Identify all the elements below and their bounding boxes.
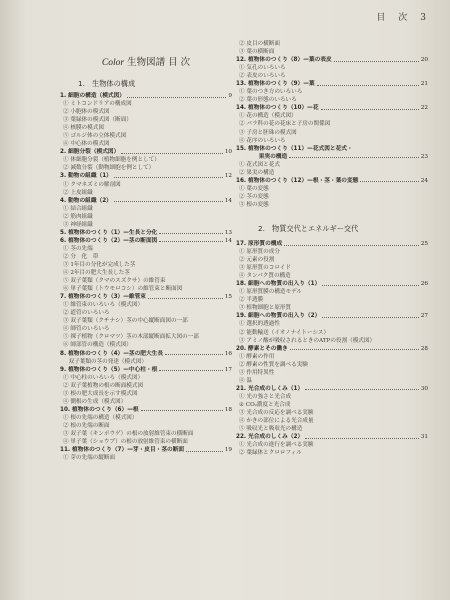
dot-leader [165,350,223,356]
dot-leader [159,237,222,243]
toc-sub-entry: ① 葉の変態 [239,185,269,192]
toc-sub-entry: ④ タンパク質の構造 [239,273,291,280]
toc-chapter-entry [60,366,232,374]
toc-sub-entry: ④ 師管のいろいろ [63,326,110,333]
toc-sub-entry: ③ 植物細胞と原形質 [239,305,292,312]
toc-sub-entry: ② 上皮組織 [63,189,93,196]
toc-sub-entry: ④ かきの部位による光合成量 [239,418,314,425]
toc-sub-entry: ② 表皮のいろいろ [239,73,286,80]
page-number: 13 [224,229,232,236]
dot-leader [317,80,419,86]
dot-leader [127,92,226,98]
toc-sub-entry: ⑥ 師部管の構造（模式図） [63,342,132,349]
chapter-title: 4. 動物の組織（2） [60,197,112,204]
chapter-title: 9. 植物体のつくり（5）—中心柱・根 [60,366,158,373]
dot-leader [121,148,222,154]
chapter-title: 3. 動物の組織（1） [60,173,112,180]
toc-right-entries-a [236,40,428,209]
toc-chapter-entry [60,406,232,414]
part-2-heading: 2. 物質交代とエネルギー交代 [258,223,359,233]
toc-sub-entry: ① 光合成の進行を調べる実験 [239,442,314,449]
page-number: 19 [224,447,232,454]
running-header: 目 次 3 [376,13,428,23]
toc-sub-entry: ③ 根の肥大成長を示す模式図 [63,390,138,397]
chapter-title: 13. 植物体のつくり（9）—葉 [236,81,315,88]
toc-chapter-entry [60,148,232,156]
toc-sub-entry: ① 体細胞分裂（植物細胞を例として） [63,157,160,164]
toc-sub-entry: ② 小胞体の模式図 [63,109,110,116]
dot-leader [289,153,419,159]
dot-leader [360,177,418,183]
page-number: 17 [224,366,232,373]
page-number: 20 [420,57,428,64]
page-number: 21 [420,81,428,88]
dot-leader [322,280,418,286]
toc-sub-entry: ④ 温 [239,377,252,384]
toc-sub-entry: ⑤ 吸収光と吸収光の構造 [239,426,303,433]
chapter-title: 22. 光合成のしくみ（2） [236,434,304,441]
page-number: 22 [420,105,428,112]
dot-leader [148,293,223,299]
toc-sub-entry: ④ 側根の生成（模式図） [63,398,127,405]
toc-sub-entry: ② 根の先端の断面 [63,422,110,429]
toc-sub-entry: ① 根の先端の構造（模式図） [63,414,138,421]
title-japanese: 生物図譜 目 次 [127,57,191,68]
toc-sub-entry: ② 果実の構造 [239,169,275,176]
page-number: 10 [224,149,232,156]
toc-sub-entry: ② 半透膜 [239,297,264,304]
toc-sub-entry: ① 酵素の作用 [239,353,275,360]
toc-chapter-entry [236,177,428,185]
toc-sub-entry: ④ 花序のいろいろ [239,137,286,144]
toc-sub-entry: ④ 2年目の肥大生長した茎 [63,270,130,277]
toc-chapter-entry [236,345,428,353]
toc-sub-entry: ③ 双子葉類（クチナシ）茎の中心縦断面図の一部 [63,318,188,325]
dot-leader [321,104,419,110]
chapter-title: 6. 植物体のつくり（2）—茎の断面図 [60,237,158,244]
page-number: 27 [420,313,428,320]
page-number: 26 [420,281,428,288]
page-number: 14 [224,197,232,204]
toc-sub-entry: ⑥ 中心体の模式図 [63,141,110,148]
toc-chapter-entry [236,145,428,153]
toc-sub-entry: ① 花の構造（模式図） [239,113,297,120]
toc-sub-entry: ⑤ ゴルジ体の立体模式図 [63,133,127,140]
toc-sub-entry: ② CO₂濃度と光合成 [239,401,291,408]
part-1-heading: 1. 生物体の構成 [78,79,136,88]
chapter-title: 8. 植物体のつくり（4）—茎の肥大生長 [60,350,164,357]
toc-sub-entry: ③ 作用特異性 [239,369,275,376]
toc-sub-entry: ① 選択的透過性 [239,321,280,328]
toc-sub-entry: ③ 光合成の反応を調べる実験 [239,409,314,416]
page-number: 9 [228,93,232,99]
toc-sub-entry: ① 葉のつき方のいろいろ [239,89,303,96]
page-number: 24 [420,177,428,184]
toc-sub-entry: ⑤ 裸子植物（クロマツ）茎の木部縦断面拡大図の一部 [63,334,199,341]
toc-sub-entry: ① 維管束のいろいろ（模式図） [63,302,144,309]
toc-sub-entry: ④ 単子葉（ショウブ）の根の放射維管束の横断面 [63,439,188,446]
page-number: 25 [420,240,428,247]
dot-leader [305,433,419,439]
toc-sub-entry: ④ 核膜の模式図 [63,125,104,132]
toc-sub-entry: ③ 1年目の分化が完成した茎 [63,261,136,268]
toc-chapter-entry [236,56,428,64]
toc-sub-entry: ③ 子房と胚珠の模式図 [239,129,297,136]
toc-chapter-entry [236,80,428,88]
chapter-title: 果実の構造 [236,153,288,160]
dot-leader [159,229,222,235]
toc-sub-entry: ② 能動輸送（イオノナイトーシス） [239,329,330,336]
dot-leader [141,406,223,412]
toc-sub-entry: ① 光の強さと光合成 [239,393,292,400]
toc-sub-entry: ③ 根の変態 [239,201,269,208]
dot-leader [284,240,419,246]
toc-chapter-entry [236,312,428,320]
toc-sub-entry: ③ 葉緑体の模式図（断面） [63,117,132,124]
toc-sub-entry: ② 分 化 帯 [63,253,99,260]
chapter-title: 5. 植物体のつくり（1）—生長と分化 [60,229,158,236]
toc-sub-entry: ① ミトコンドリアの構成図 [63,101,132,108]
toc-sub-entry: ② 皮目の横断面 [239,41,280,47]
chapter-title: 12. 植物体のつくり（8）—葉の表皮 [236,57,332,64]
chapter-title: 1. 細胞の構造（模式図） [60,93,125,99]
dot-leader [322,312,418,318]
toc-sub-entry: ① クマネズミの解剖図 [63,181,121,188]
page-number: 12 [224,173,232,180]
toc-sub-entry: ⑥ 単子葉類（トウモロコシ）の維管束と断面図 [63,286,183,293]
dot-leader [114,197,223,203]
toc-chapter-entry [236,385,428,393]
toc-sub-entry: ③ 神経組織 [63,221,93,228]
dot-leader [290,345,419,351]
chapter-title: 20. 酵素とその働き [236,345,288,352]
toc-sub-entry: ① 花式図と花式 [239,161,280,168]
toc-chapter-entry [236,104,428,112]
page-number: 18 [224,406,232,413]
chapter-title: 14. 植物体のつくり（10）—花 [236,105,319,112]
toc-sub-entry: ② 葉の形態のいろいろ [239,97,297,104]
page-number: 16 [224,350,232,357]
toc-sub-entry: ② 双子葉植物の根の断面模式図 [63,382,144,389]
page-number: 28 [420,345,428,352]
toc-sub-entry: ② 減数分裂（動物細胞を例として） [63,165,155,172]
toc-chapter-entry [60,446,232,454]
toc-sub-entry: ① 気孔のいろいろ [239,65,286,72]
toc-chapter-entry [60,172,232,180]
page-number: 23 [420,153,428,160]
toc-right-entries-b [236,240,428,457]
chapter-title: 7. 植物体のつくり（3）—維管束 [60,294,146,301]
toc-left-entries [60,92,232,462]
title-english: Color [101,58,125,68]
toc-sub-entry: ③ 原形質のコロイド [239,265,291,272]
dot-leader [114,172,223,178]
toc-sub-entry: ② バラ科の花の花床と子房の関係図 [239,121,331,128]
toc-sub-entry: ① 原形質の成分 [239,249,280,256]
toc-chapter-entry [236,153,428,161]
page-number: 30 [420,385,428,392]
chapter-title: 10. 植物体のつくり（6）—根 [60,406,139,413]
toc-chapter-entry [60,92,232,100]
toc-sub-entry: ② 茎の変態 [239,193,269,200]
toc-chapter-entry [60,197,232,205]
toc-sub-entry: ③ アミノ酸が吸収されるときのATPの役割（模式図） [239,337,376,344]
toc-sub-entry: ② 道管のいろいろ [63,310,110,317]
toc-chapter-entry [236,280,428,288]
dot-leader [334,56,419,62]
dot-leader [186,446,223,452]
toc-right-column [236,40,428,457]
toc-sub-entry: ③ 双子葉（キンポウゲ）の根の放射維管束の横断面 [63,430,194,437]
chapter-title: 19. 細胞への物質の出入り（2） [236,313,321,320]
chapter-title: 15. 植物体のつくり（11）—花式図と花式・ [236,145,353,152]
toc-sub-entry: ③ 葉の横断面 [239,49,275,56]
toc-chapter-entry [60,350,232,358]
toc-sub-entry: ① 中心柱のいろいろ（模式図） [63,374,144,381]
dot-leader [305,385,419,391]
toc-chapter-entry [60,293,232,301]
chapter-title: 2. 細胞分裂（模式図） [60,149,120,156]
chapter-title: 17. 原形質の構成 [236,240,283,247]
toc-sub-entry: 双子葉類の茎の発達（模式図） [63,358,147,365]
page-number: 14 [224,237,232,244]
toc-chapter-entry [60,237,232,245]
toc-sub-entry: ① 原形質膜の構造モデル [239,289,303,296]
dot-leader [159,366,222,372]
toc-chapter-entry [60,229,232,237]
page-number: 31 [420,434,428,441]
toc-left-column [60,42,232,462]
toc-sub-entry: ② 葉緑体とクロロフィル [239,450,302,457]
toc-sub-entry: ② 酵素の性質を調べる実験 [239,361,308,368]
toc-chapter-entry [236,433,428,441]
toc-sub-entry: ② 筋肉組織 [63,213,93,220]
toc-chapter-entry [236,240,428,248]
toc-title [60,56,232,70]
chapter-title: 18. 細胞への物質の出入り（1） [236,281,321,288]
chapter-title: 21. 光合成のしくみ（1） [236,385,304,392]
chapter-title: 16. 植物体のつくり（12）—根・茎・葉の変態 [236,177,359,184]
toc-sub-entry: ⑤ 双子葉類（クマのスズクサ）の維管束 [63,278,166,285]
page-number: 15 [224,294,232,301]
toc-sub-entry: ① 結合組織 [63,205,93,212]
toc-sub-entry: ② 元素の役割 [239,257,275,264]
toc-sub-entry: ① 芽の先端の縦断面 [63,455,116,462]
toc-sub-entry: ① 茎の先端 [63,245,93,252]
chapter-title: 11. 植物体のつくり（7）—芽・皮目・茎の断面 [60,447,185,454]
